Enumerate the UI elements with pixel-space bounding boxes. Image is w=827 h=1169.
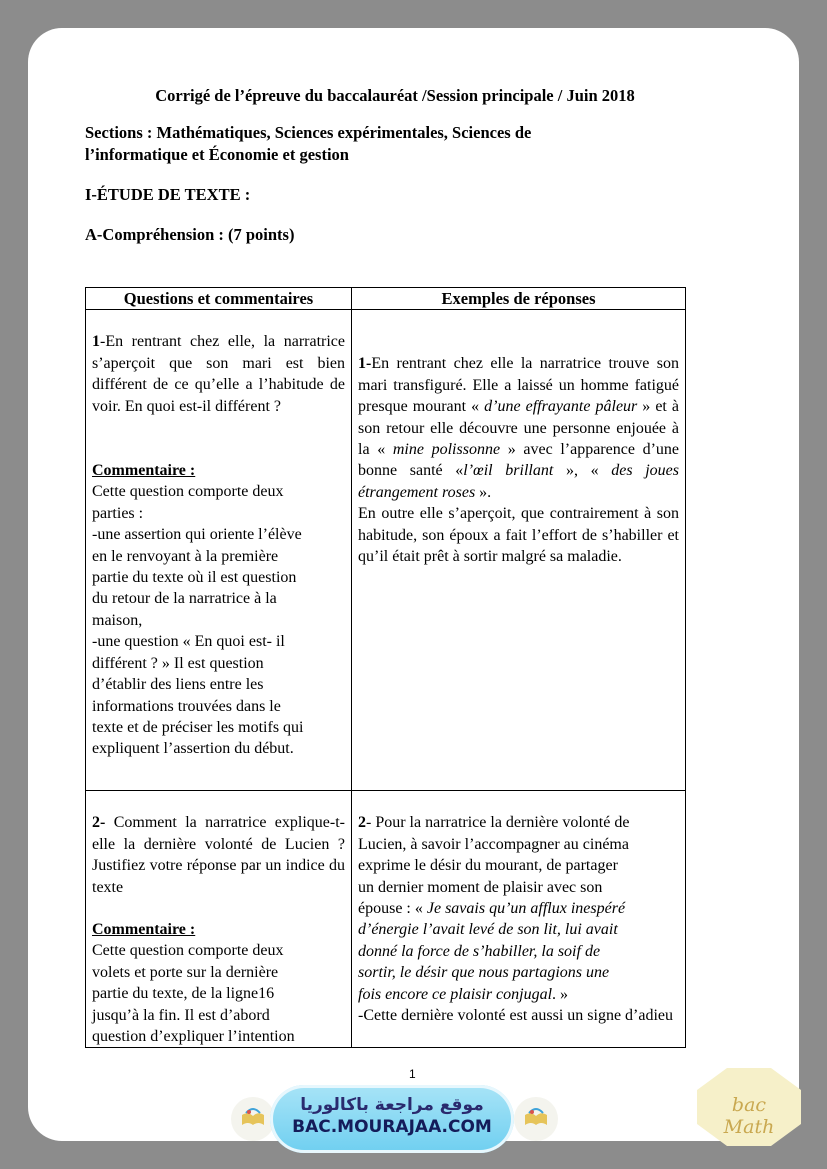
book-icon xyxy=(523,1107,549,1129)
answer-1-text-b: » et à son retour elle découvre une personne enjouée à la « xyxy=(358,398,679,459)
col-header-questions: Questions et commentaires xyxy=(86,288,352,310)
question-2 xyxy=(92,812,345,898)
part-heading: I-ÉTUDE DE TEXTE : xyxy=(85,185,251,204)
answer-cell-1 xyxy=(352,310,686,791)
comment-line: en le renvoyant à la première xyxy=(92,547,279,565)
comment-1-label: Commentaire : xyxy=(92,462,196,480)
comment-line: Cette question comporte deux xyxy=(92,942,284,960)
comment-line: question d’expliquer l’intention xyxy=(92,1028,295,1046)
comment-line: partie du texte, de la ligne16 xyxy=(92,985,275,1003)
sections-line xyxy=(85,122,685,166)
answer-1-text-a: En rentrant chez elle la narratrice trouve son mari transfiguré. Elle a laissé un homme fatigué presque mourant « xyxy=(358,355,679,416)
comment-line: -une question « En quoi est- il xyxy=(92,633,285,651)
page-title: Corrigé de l’épreuve du baccalauréat /Session principale / Juin 2018 xyxy=(155,86,635,105)
left-logo-icon xyxy=(231,1097,275,1141)
banner-url[interactable]: BAC.MOURAJAA.COM xyxy=(292,1117,492,1137)
question-1 xyxy=(92,331,345,417)
comment-line: jusqu’à la fin. Il est d’abord xyxy=(92,1006,270,1024)
answer-1-quote-4: des joues étrangement roses xyxy=(358,462,679,501)
answer-1-quote-1: d’une effrayante pâleur xyxy=(479,398,643,416)
answer-1-text-d: », « xyxy=(565,462,599,480)
question-1-number: 1 xyxy=(92,333,100,351)
question-cell-1 xyxy=(86,310,352,791)
comment-2-text xyxy=(92,940,345,1047)
comment-line: maison, xyxy=(92,611,143,629)
comment-line: d’établir des liens entre les xyxy=(92,676,264,694)
answer-cell-2 xyxy=(352,791,686,1048)
comment-1-text xyxy=(92,481,345,759)
bac-math-badge xyxy=(697,1068,801,1146)
page-number: 1 xyxy=(409,1067,416,1081)
comment-2-label: Commentaire : xyxy=(92,921,196,939)
answer-1-paragraph-2: En outre elle s’aperçoit, que contrairement à son habitude, son époux a fait l’effort de s’habiller et qu’il était prêt à sortir malgré sa maladie. xyxy=(358,505,679,566)
answer-2-text: - Pour la narratrice la dernière volonté de Lucien, à savoir l’accompagner au cinéma exprime le désir du mourant, de partager un dernier moment de plaisir avec son épouse : « xyxy=(358,814,630,918)
comment-2 xyxy=(92,919,345,1047)
answer-1-text-e: ». xyxy=(479,483,492,501)
comment-line: informations trouvées dans le xyxy=(92,697,281,715)
answer-2-quote: Je savais qu’un afflux inespéré d’énergie l’avait levé de son lit, lui avait donné la force de s’habiller, la soif de sortir, le désir que nous partagions une fois encore ce plaisir conjugal xyxy=(358,900,626,1003)
comment-line: différent ? » Il est question xyxy=(92,654,264,672)
answer-1-text-c: » avec l’apparence d’une bonne santé « xyxy=(358,441,680,480)
answer-2 xyxy=(358,812,679,1005)
answer-2-quote-end: . » xyxy=(552,985,569,1003)
answer-1-quote-3: l’œil brillant xyxy=(463,462,566,480)
badge-text: bac Math xyxy=(723,1094,775,1138)
col-header-answers: Exemples de réponses xyxy=(352,288,686,310)
site-banner[interactable] xyxy=(270,1085,514,1153)
comment-line: partie du texte où il est question xyxy=(92,569,297,587)
comment-line: du retour de la narratrice à la xyxy=(92,590,277,608)
comment-line: -une assertion qui oriente l’élève xyxy=(92,526,302,544)
right-logo-icon xyxy=(514,1097,558,1141)
sections-line-1: Sections : Mathématiques, Sciences expérimentales, Sciences de xyxy=(85,123,532,142)
book-icon xyxy=(240,1107,266,1129)
question-1-text: -En rentrant chez elle, la narratrice s’aperçoit que son mari est bien différent de ce qu’elle a l’habitude de voir. En quoi est-il différent ? xyxy=(92,333,345,415)
subpart-heading: A-Compréhension : (7 points) xyxy=(85,225,295,244)
banner-arabic-text: موقع مراجعة باكالوريا xyxy=(300,1095,484,1115)
answer-1-quote-2: mine polissonne xyxy=(385,441,508,459)
comment-line: Cette question comporte deux xyxy=(92,483,284,501)
comment-line: expliquent l’assertion du début. xyxy=(92,740,294,758)
answer-2-paragraph-2: -Cette dernière volonté est aussi un signe d’adieu xyxy=(358,1007,674,1025)
comment-1 xyxy=(92,460,345,760)
question-2-number: 2- xyxy=(92,814,106,832)
comment-line: texte et de préciser les motifs qui xyxy=(92,718,304,736)
answer-1-number: 1- xyxy=(358,355,372,373)
document-body xyxy=(85,85,685,1046)
answer-1 xyxy=(358,353,679,503)
comment-line: parties : xyxy=(92,504,144,522)
question-2-text: Comment la narratrice explique-t-elle la dernière volonté de Lucien ? Justifiez votre réponse par un indice du texte xyxy=(92,814,345,896)
answer-table xyxy=(85,287,686,1048)
answer-2-number: 2 xyxy=(358,814,366,832)
comment-line: volets et porte sur la dernière xyxy=(92,963,279,981)
question-cell-2 xyxy=(86,791,352,1048)
sections-line-2: l’informatique et Économie et gestion xyxy=(85,145,349,164)
